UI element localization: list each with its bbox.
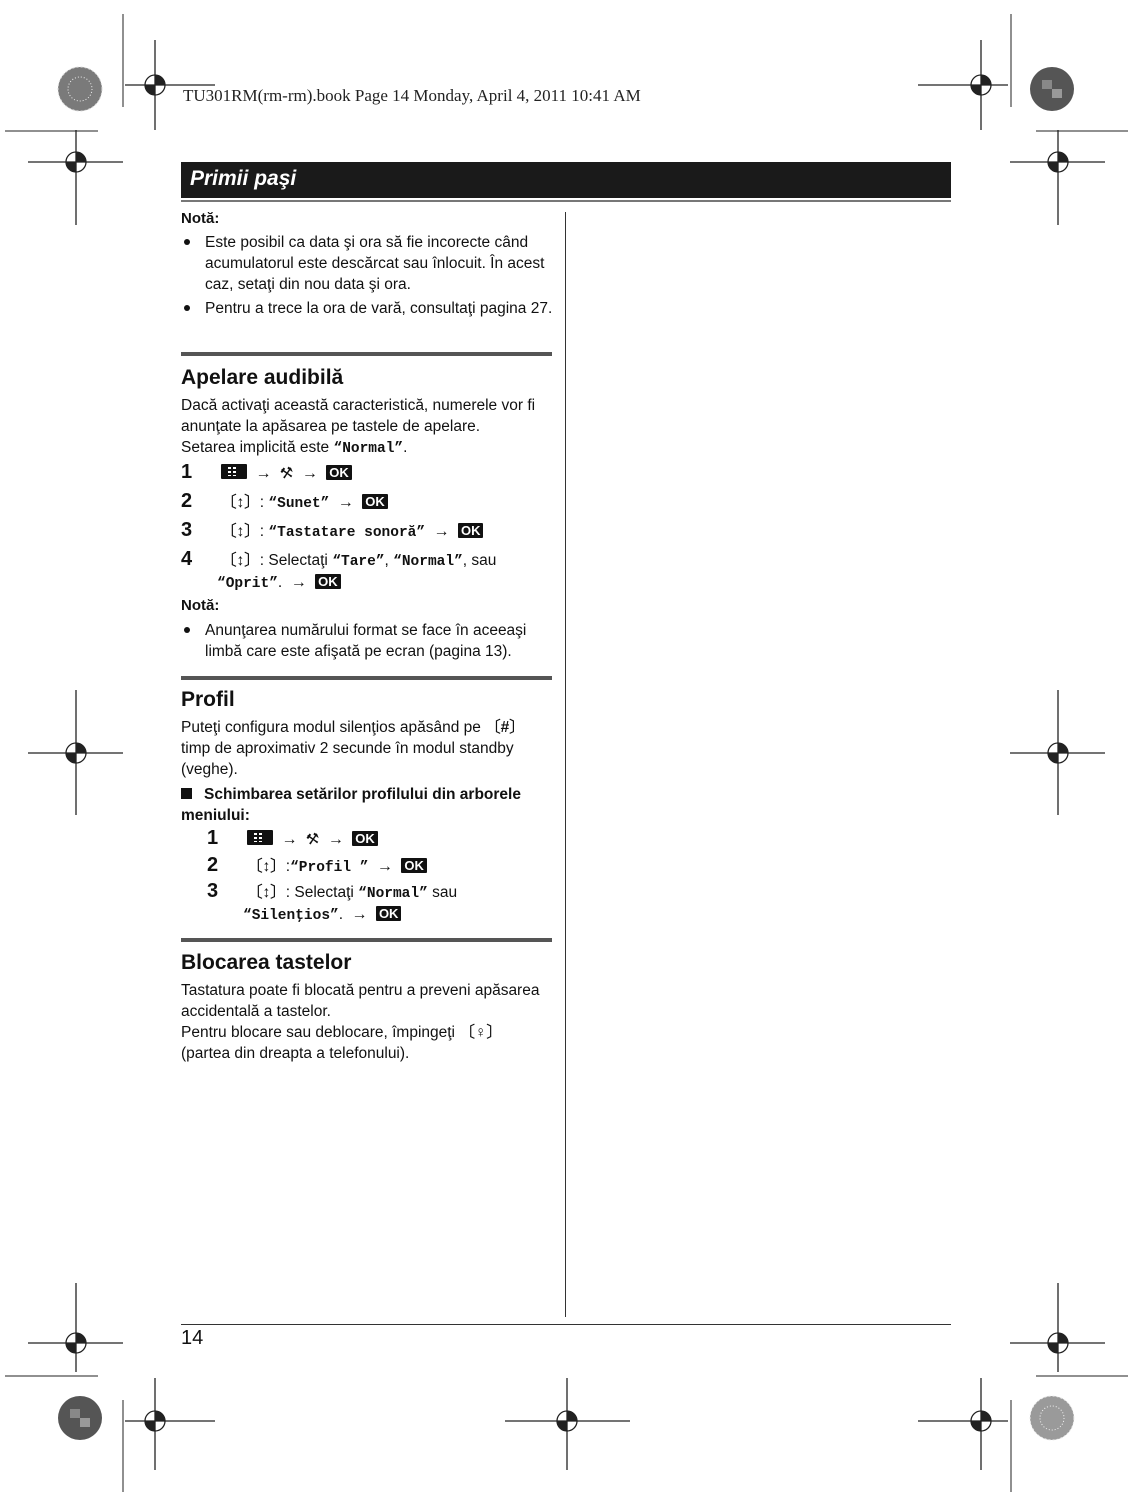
menu-item: “Profil ”	[290, 860, 369, 876]
step-text-sau: , sau	[462, 552, 497, 569]
arrow-icon: →	[255, 465, 272, 482]
intro-text: Puteţi configura modul silenţios apăsând pe	[181, 719, 486, 736]
bullet-dot-icon	[184, 305, 190, 311]
book-header-line: TU301RM(rm-rm).book Page 14 Monday, April 4, 2011 10:41 AM	[183, 86, 641, 105]
apelare-step-4: 4 〔↕〕: Selectaţi “Tare”, “Normal”, sau	[181, 548, 497, 570]
profil-title: Profil	[181, 688, 235, 711]
step-number: 2	[181, 490, 193, 512]
default-prefix: Setarea implicită este	[181, 439, 334, 456]
menu-item: “Sunet”	[268, 496, 330, 512]
intro-text-end: timp de aproximativ 2 secunde în modul standby (veghe).	[181, 740, 514, 778]
note-label: Notă:	[181, 210, 220, 227]
hash-key-icon: 〔#〕	[485, 719, 525, 736]
profil-step-1	[207, 827, 378, 850]
navigator-key-icon: 〔↕〕	[221, 523, 260, 540]
note-bullet-text: Anunţarea numărului format se face în aceeaşi limbă care este afişată pe ecran (pagina 13).	[205, 622, 527, 660]
apelare-intro: Dacă activaţi această caracteristică, numerele vor fi anunţate la apăsarea pe tastele de apelare.	[181, 397, 536, 435]
wrench-icon: ⚒	[304, 829, 321, 850]
menu-key-icon	[247, 830, 273, 845]
square-bullet-icon	[181, 788, 192, 799]
navigator-key-icon: 〔↕〕	[221, 552, 260, 569]
step-number: 3	[207, 880, 219, 902]
option-tare: “Tare”	[332, 554, 385, 570]
section-rule	[181, 676, 552, 680]
paragraph-text: Pentru blocare sau deblocare, împingeţi	[181, 1024, 460, 1041]
blocare-title: Blocarea tastelor	[181, 951, 352, 974]
arrow-icon: →	[337, 494, 354, 511]
step-number: 4	[181, 548, 193, 570]
ok-key-icon: OK	[376, 906, 402, 921]
default-suffix: .	[403, 439, 408, 456]
apelare-default	[181, 437, 553, 460]
wrench-icon: ⚒	[278, 463, 295, 484]
note-bullet-text: Pentru a trece la ora de vară, consultaţi pagina 27.	[205, 300, 553, 317]
section-rule	[181, 352, 552, 356]
apelare-step-4-cont	[217, 572, 341, 593]
subheading-text: Schimbarea setărilor profilului din arborele meniului:	[181, 786, 521, 824]
menu-item: “Tastatare sonoră”	[268, 525, 426, 541]
profil-step-3-cont	[243, 904, 401, 925]
ok-key-icon: OK	[362, 494, 388, 509]
step-number: 3	[181, 519, 193, 541]
default-value: “Normal”	[333, 441, 404, 457]
step-number: 1	[207, 827, 219, 849]
arrow-icon: →	[433, 523, 450, 540]
step-text-sau: sau	[427, 884, 458, 901]
profil-step-3	[207, 880, 457, 903]
arrow-icon: →	[327, 831, 344, 848]
arrow-icon: →	[376, 858, 393, 875]
title-bar-underline	[181, 200, 951, 202]
step-end: .	[277, 574, 283, 591]
note-bullet	[181, 620, 553, 662]
arrow-icon: →	[351, 906, 368, 923]
page-number: 14	[181, 1327, 204, 1349]
option-silentios: “Silenţios”	[243, 908, 339, 924]
bullet-dot-icon	[184, 627, 190, 633]
profil-intro	[181, 717, 553, 780]
bullet-dot-icon	[184, 239, 190, 245]
profil-subheading	[181, 784, 553, 826]
arrow-icon: →	[290, 574, 307, 591]
arrow-icon: →	[281, 831, 298, 848]
column-divider	[565, 212, 566, 1317]
note-bullet-2	[181, 298, 553, 319]
blocare-paragraph-1: Tastatura poate fi blocată pentru a preveni apăsarea accidentală a tastelor.	[181, 982, 540, 1020]
step-number: 2	[207, 854, 219, 876]
note-bullet-text: Este posibil ca data şi ora să fie incorecte când acumulatorul este descărcat sau înlocuit. În acest caz, setaţi din nou data şi ora.	[205, 234, 545, 293]
step-text: : Selectaţi	[285, 884, 359, 901]
arrow-icon: →	[301, 465, 318, 482]
apelare-title: Apelare audibilă	[181, 366, 344, 389]
ok-key-icon: OK	[352, 831, 378, 846]
apelare-step-2: 2 〔↕〕: “Sunet” → OK	[181, 490, 388, 513]
paragraph-text-end: (partea din dreapta a telefonului).	[181, 1045, 410, 1062]
note-bullet-1	[181, 232, 553, 295]
step-end: .	[338, 906, 344, 923]
option-normal: “Normal”	[358, 886, 428, 902]
option-oprit: “Oprit”	[217, 576, 278, 592]
step-number: 1	[181, 461, 193, 483]
navigator-key-icon: 〔↕〕	[221, 494, 260, 511]
step-text: : Selectaţi	[259, 552, 328, 569]
section-title: Primii paşi	[190, 167, 297, 190]
apelare-step-3: 3 〔↕〕: “Tastatare sonoră” → OK	[181, 519, 483, 542]
lock-key-icon: 〔♀〕	[459, 1024, 502, 1041]
ok-key-icon: OK	[458, 523, 484, 538]
blocare-paragraph-2	[181, 1022, 553, 1064]
footer-rule	[181, 1324, 951, 1325]
apelare-step-1	[181, 461, 352, 484]
navigator-key-icon: 〔↕〕	[247, 884, 286, 901]
ok-key-icon: OK	[326, 465, 352, 480]
option-normal: “Normal”	[393, 554, 463, 570]
section-title-bar	[181, 162, 951, 198]
ok-key-icon: OK	[315, 574, 341, 589]
profil-step-2: 2 〔↕〕:“Profil ” → OK	[207, 854, 427, 877]
note-label: Notă:	[181, 597, 220, 614]
navigator-key-icon: 〔↕〕	[247, 858, 286, 875]
ok-key-icon: OK	[401, 858, 427, 873]
section-rule	[181, 938, 552, 942]
menu-key-icon	[221, 464, 247, 479]
